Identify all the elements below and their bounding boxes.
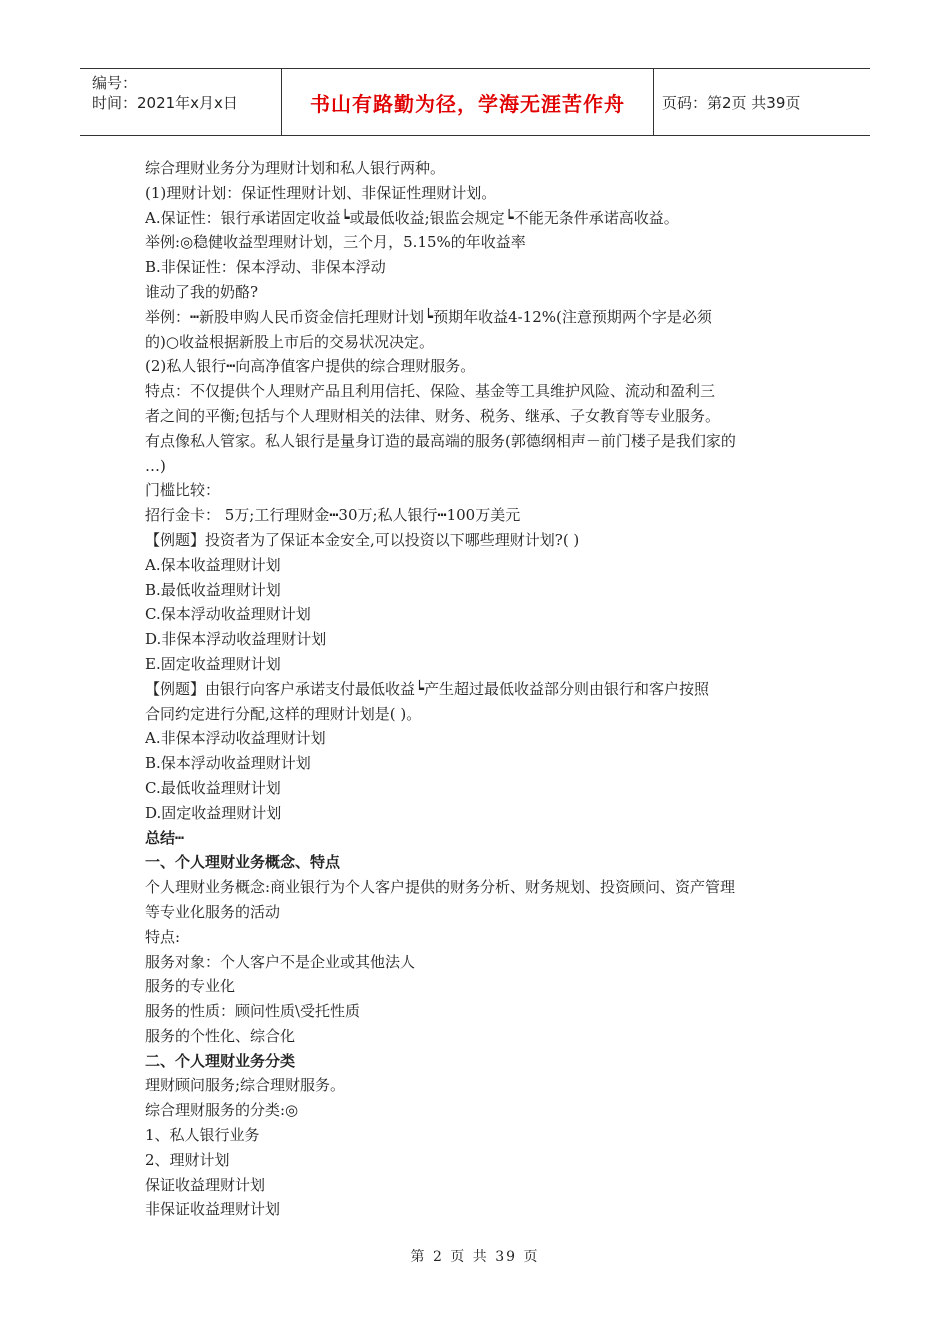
body-text-line: E.固定收益理财计划 — [145, 654, 281, 673]
body-text-line: 综合理财服务的分类:◎ — [145, 1101, 299, 1120]
body-text-line: 招行金卡： 5万;工行理财金┅30万;私人银行┅100万美元 — [145, 506, 521, 525]
section-heading: 二、个人理财业务分类 — [145, 1051, 296, 1070]
document-date-label: 时间：2021年x月x日 — [92, 94, 238, 112]
body-text-line: 者之间的平衡;包括与个人理财相关的法律、财务、税务、继承、子女教育等专业服务。 — [145, 406, 721, 425]
body-text-line: 非保证收益理财计划 — [145, 1200, 281, 1219]
document-number-label: 编号： — [92, 74, 138, 92]
body-text-line: B.非保证性：保本浮动、非保本浮动 — [145, 258, 386, 277]
body-text-line: 服务的专业化 — [145, 977, 236, 996]
body-text-line: 举例:◎稳健收益型理财计划，三个月，5.15%的年收益率 — [145, 233, 526, 252]
body-text-line: 的)○收益根据新股上市后的交易状况决定。 — [145, 332, 434, 351]
header-info-cell — [80, 69, 282, 135]
section-heading: 一、个人理财业务概念、特点 — [145, 853, 341, 872]
body-text-line: C.保本浮动收益理财计划 — [145, 605, 311, 624]
body-text-line: 【例题】投资者为了保证本金安全,可以投资以下哪些理财计划?( ) — [145, 530, 580, 549]
body-text-line: 2、理财计划 — [145, 1150, 230, 1169]
header-page-info: 页码：第2页 共39页 — [662, 93, 801, 112]
body-text-line: (1)理财计划：保证性理财计划、非保证性理财计划。 — [145, 183, 497, 202]
body-text-line: 特点: — [145, 927, 181, 946]
body-text-line: A.保证性：银行承诺固定收益┕或最低收益;银监会规定┕不能无条件承诺高收益。 — [145, 208, 679, 227]
body-text-line: 个人理财业务概念:商业银行为个人客户提供的财务分析、财务规划、投资顾问、资产管理 — [145, 878, 736, 897]
body-text-line: 理财顾问服务;综合理财服务。 — [145, 1076, 346, 1095]
body-text-line: 有点像私人管家。私人银行是量身订造的最高端的服务(郭德纲相声－前门楼子是我们家的 — [145, 431, 736, 450]
header-motto: 书山有路勤为径，学海无涯苦作舟 — [282, 69, 654, 135]
body-text-line: 服务的性质：顾问性质\受托性质 — [145, 1002, 361, 1021]
body-text-line: (2)私人银行┅向高净值客户提供的综合理财服务。 — [145, 357, 476, 376]
page-header — [80, 68, 870, 136]
page-footer: 第 2 页 共 39 页 — [410, 1249, 540, 1265]
body-text-line: …) — [145, 456, 166, 475]
body-text-line: 谁动了我的奶酪? — [145, 282, 259, 301]
body-text-line: D.非保本浮动收益理财计划 — [145, 630, 327, 649]
body-text-line: 综合理财业务分为理财计划和私人银行两种。 — [145, 159, 446, 177]
section-heading: 总结┅ — [145, 828, 185, 847]
body-text-line: A.非保本浮动收益理财计划 — [145, 729, 326, 748]
body-text-line: 特点：不仅提供个人理财产品且利用信托、保险、基金等工具维护风险、流动和盈利三 — [145, 382, 716, 401]
body-text-line: 1、私人银行业务 — [145, 1126, 260, 1145]
body-text-line: 等专业化服务的活动 — [145, 902, 281, 921]
body-text-line: D.固定收益理财计划 — [145, 803, 282, 822]
body-text-line: 保证收益理财计划 — [145, 1175, 266, 1194]
document-body — [145, 156, 825, 1222]
body-text-line: 服务对象：个人客户不是企业或其他法人 — [145, 952, 416, 971]
body-text-line: 服务的个性化、综合化 — [145, 1026, 296, 1045]
body-text-line: 【例题】由银行向客户承诺支付最低收益┕产生超过最低收益部分则由银行和客户按照 — [145, 679, 710, 698]
body-text-line: 门槛比较： — [145, 481, 221, 500]
body-text-line: B.最低收益理财计划 — [145, 580, 281, 599]
body-text-line: A.保本收益理财计划 — [145, 555, 281, 574]
body-text-line: 举例：┅新股申购人民币资金信托理财计划┕预期年收益4-12%(注意预期两个字是必须 — [145, 307, 712, 326]
body-text-line: B.保本浮动收益理财计划 — [145, 754, 311, 773]
body-text-line: C.最低收益理财计划 — [145, 778, 281, 797]
body-text-line: 合同约定进行分配,这样的理财计划是( )。 — [145, 704, 422, 723]
